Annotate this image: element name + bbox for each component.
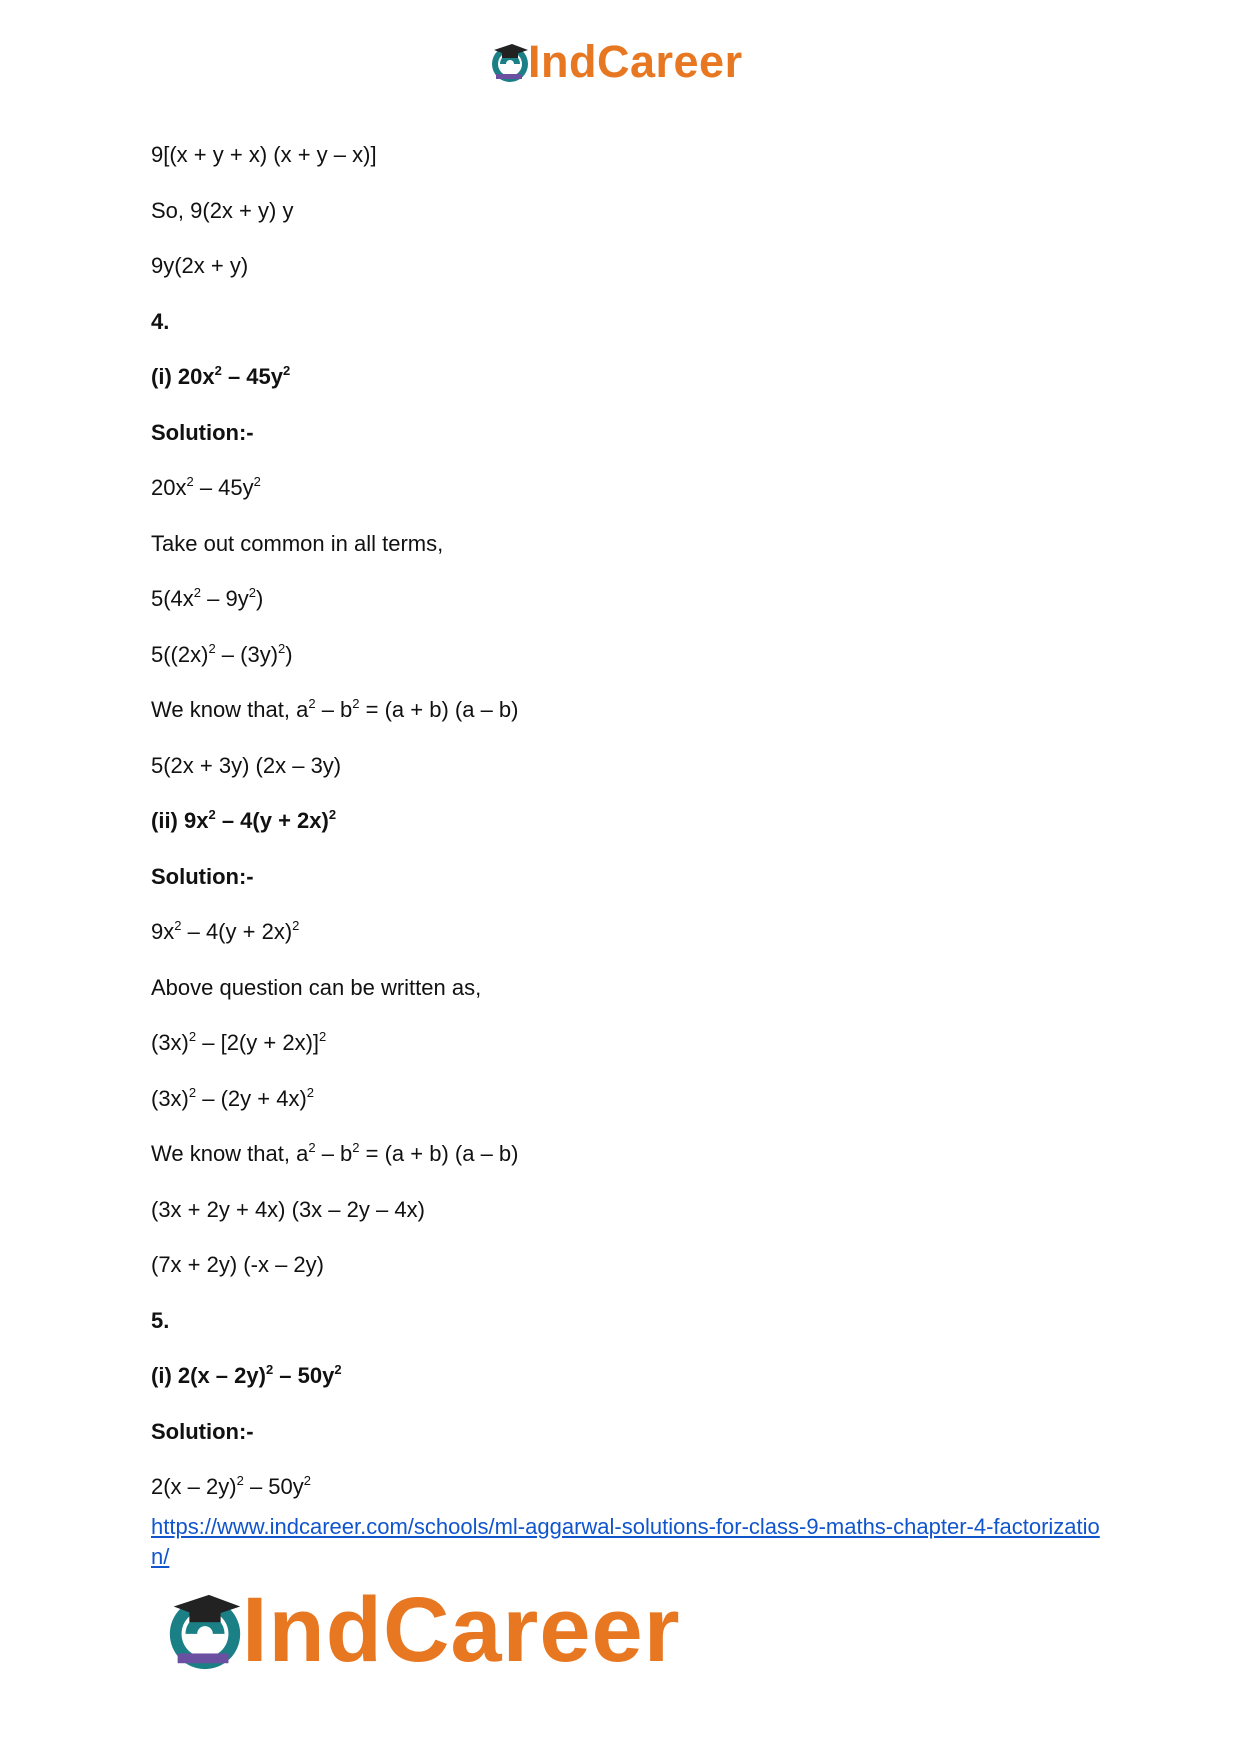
text-line	[151, 1472, 1111, 1502]
graduation-globe-icon	[162, 1587, 248, 1673]
text-run: )	[255, 586, 264, 611]
text-run: Solution:-	[151, 863, 254, 889]
text-run: Take out common in all terms,	[151, 530, 444, 556]
superscript: 2	[319, 1029, 327, 1044]
text-run: 9y(2x + y)	[151, 253, 249, 278]
text-line	[151, 418, 1111, 448]
superscript: 2	[278, 640, 286, 656]
text-run: 2(x – 2y)	[151, 1474, 237, 1499]
superscript: 2	[208, 640, 216, 656]
text-line	[151, 362, 1111, 392]
text-run: Solution:-	[151, 1418, 254, 1444]
superscript: 2	[248, 585, 256, 600]
footer-logo	[162, 1579, 681, 1681]
text-run: – 45y	[193, 475, 254, 500]
text-run: – (2y + 4x)	[196, 1085, 307, 1111]
superscript: 2	[253, 474, 261, 489]
text-line	[151, 307, 1111, 337]
text-line	[151, 862, 1111, 892]
superscript: 2	[352, 1140, 360, 1155]
text-line	[151, 751, 1111, 781]
text-run: = (a + b) (a – b)	[359, 1141, 519, 1166]
text-run: = (a + b) (a – b)	[359, 697, 519, 722]
text-run: 9x	[151, 919, 175, 944]
text-run: – 50y	[273, 1363, 335, 1388]
text-run: 4.	[151, 308, 170, 334]
text-line	[151, 196, 1111, 226]
text-line	[151, 251, 1111, 281]
text-run: – 4(y + 2x)	[181, 919, 293, 944]
text-line	[151, 695, 1111, 725]
text-run: – 9y	[201, 586, 249, 611]
text-line	[151, 529, 1111, 559]
text-run: Solution:-	[151, 419, 254, 445]
graduation-globe-icon	[488, 40, 532, 84]
text-line	[151, 1306, 1111, 1336]
text-run: (3x)	[151, 1030, 189, 1055]
text-line	[151, 473, 1111, 503]
text-line	[151, 1139, 1111, 1169]
text-line	[151, 1417, 1111, 1447]
text-run: – (3y)	[215, 641, 279, 667]
source-link[interactable]: https://www.indcareer.com/schools/ml-aggarwal-solutions-for-class-9-maths-chapter-4-factorization/	[151, 1514, 1100, 1569]
text-run: – 4(y + 2x)	[215, 808, 329, 833]
text-run: 9[(x + y + x) (x + y – x)]	[151, 142, 377, 167]
superscript: 2	[328, 807, 337, 822]
superscript: 2	[186, 474, 194, 489]
text-run: (i) 20x	[151, 364, 215, 389]
superscript: 2	[292, 918, 300, 933]
superscript: 2	[188, 1029, 197, 1044]
text-run: (7x + 2y) (-x – 2y)	[151, 1252, 324, 1277]
superscript: 2	[208, 807, 216, 822]
document-body	[151, 140, 1111, 1528]
text-run: We know that, a	[151, 697, 309, 722]
text-line	[151, 973, 1111, 1003]
superscript: 2	[236, 1473, 244, 1488]
text-line	[151, 917, 1111, 947]
text-line	[151, 1084, 1111, 1114]
text-run: 5.	[151, 1307, 170, 1333]
superscript: 2	[214, 363, 222, 378]
text-run: 20x	[151, 475, 187, 500]
superscript: 2	[188, 1084, 197, 1100]
text-line	[151, 140, 1111, 170]
text-run: Above question can be written as,	[151, 974, 482, 1000]
superscript: 2	[303, 1473, 311, 1488]
text-run: We know that, a	[151, 1141, 309, 1166]
text-run: – b	[315, 1141, 353, 1166]
text-line	[151, 1250, 1111, 1280]
text-line	[151, 1195, 1111, 1225]
footer-brand: IndCareer	[242, 1579, 681, 1681]
text-run: (i) 2(x – 2y)	[151, 1363, 266, 1388]
superscript: 2	[308, 1140, 316, 1155]
text-run: (3x)	[151, 1085, 189, 1111]
header-logo	[488, 36, 743, 87]
text-line	[151, 640, 1111, 670]
text-run: 5(2x + 3y) (2x – 3y)	[151, 752, 342, 778]
text-run: – [2(y + 2x)]	[196, 1030, 320, 1055]
superscript: 2	[193, 585, 202, 600]
text-run: 5((2x)	[151, 641, 209, 667]
superscript: 2	[265, 1362, 274, 1377]
text-line	[151, 806, 1111, 836]
text-run: (3x + 2y + 4x) (3x – 2y – 4x)	[151, 1196, 425, 1222]
superscript: 2	[283, 363, 291, 378]
text-line	[151, 584, 1111, 614]
superscript: 2	[308, 696, 316, 711]
text-run: So, 9(2x + y) y	[151, 197, 294, 223]
text-run: )	[285, 641, 293, 667]
superscript: 2	[334, 1362, 342, 1377]
text-run: (ii) 9x	[151, 808, 209, 833]
text-line	[151, 1361, 1111, 1391]
header-brand: IndCareer	[528, 36, 743, 87]
superscript: 2	[306, 1084, 315, 1100]
superscript: 2	[174, 918, 182, 933]
text-run: 5(4x	[151, 586, 194, 611]
text-run: – 45y	[221, 364, 283, 389]
text-run: – b	[315, 697, 353, 722]
text-run: – 50y	[243, 1474, 304, 1499]
text-line	[151, 1028, 1111, 1058]
superscript: 2	[352, 696, 360, 711]
